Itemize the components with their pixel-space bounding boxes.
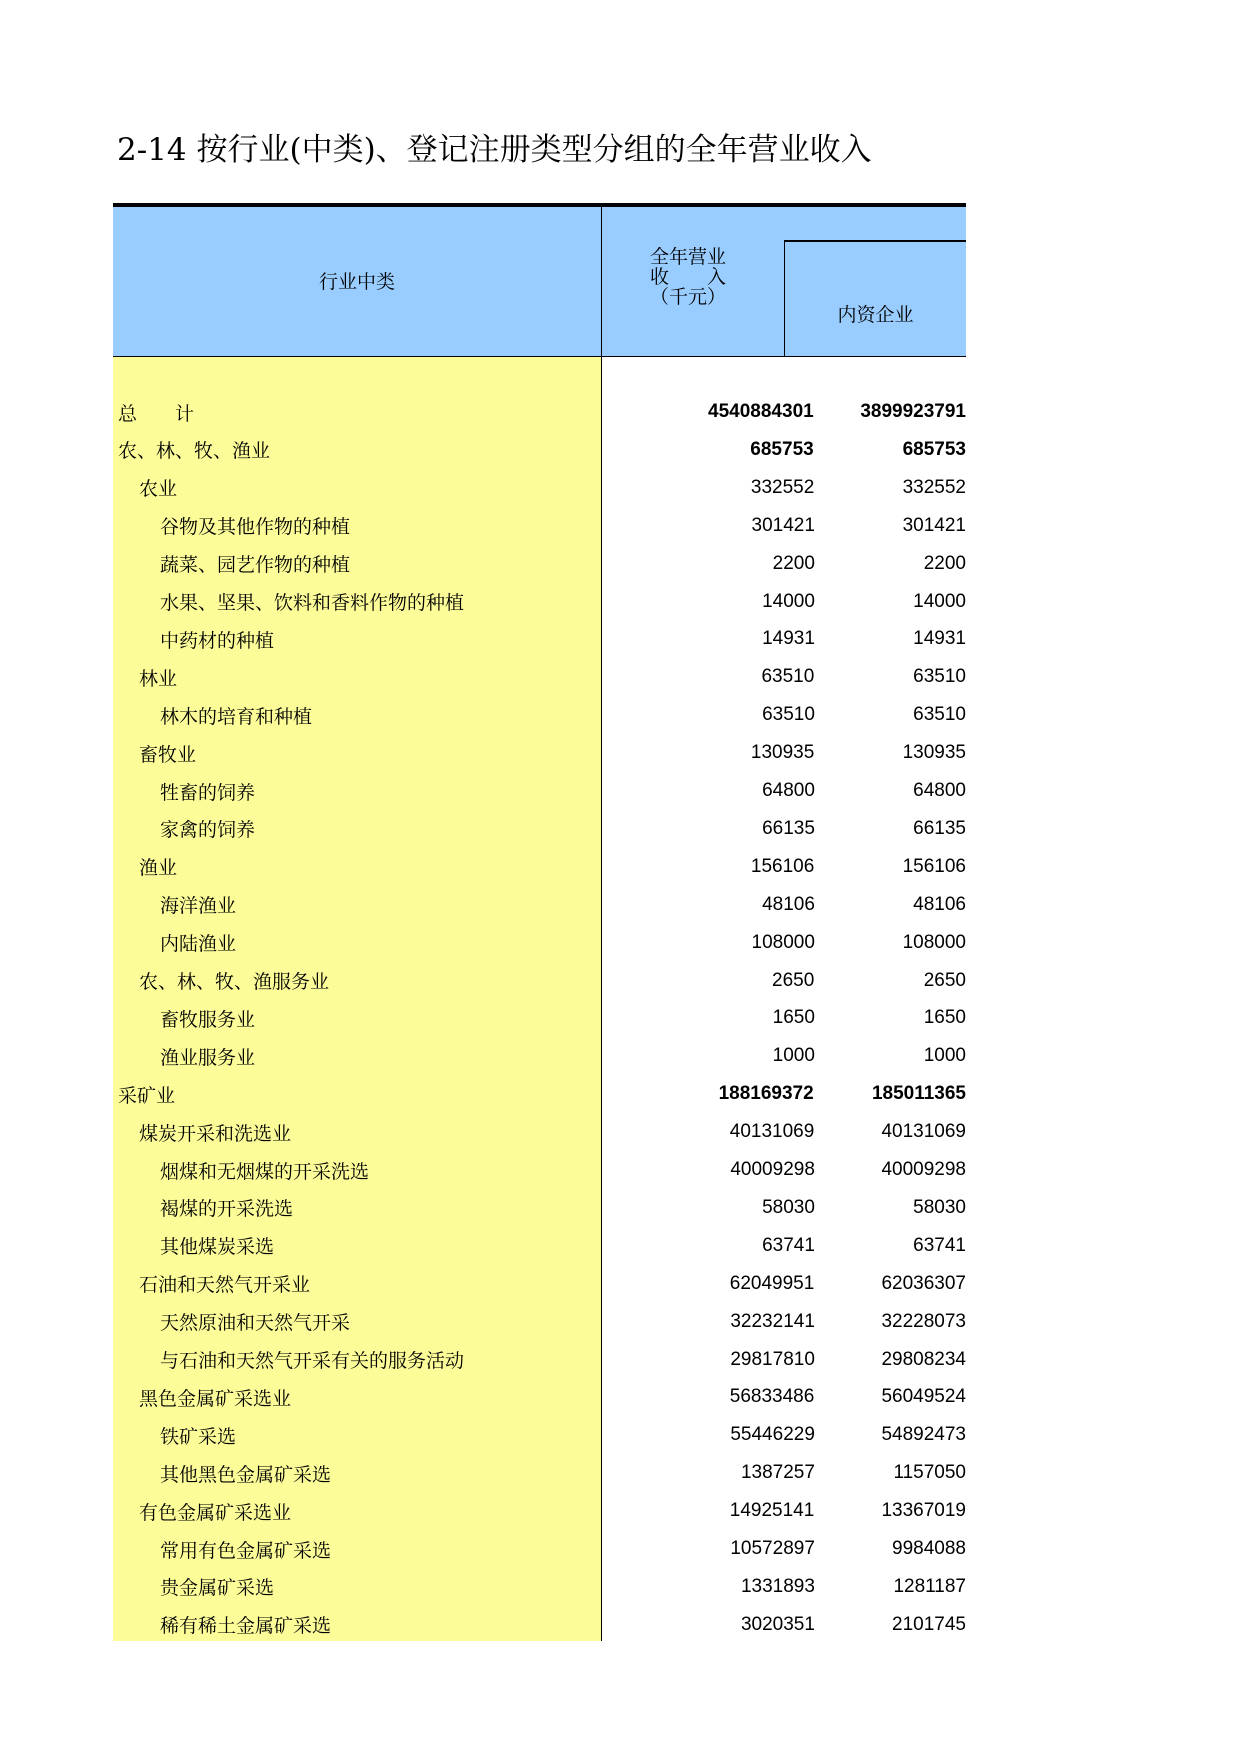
- industry-name: 其他煤炭采选: [160, 1236, 275, 1259]
- table-row: [113, 507, 966, 545]
- header-revenue-label: [650, 247, 740, 307]
- domestic-revenue: 9984088: [892, 1538, 966, 1559]
- table-row: [113, 1530, 966, 1568]
- table-row: [113, 962, 966, 1000]
- domestic-revenue: 1000: [923, 1045, 966, 1067]
- table-row: [113, 620, 966, 658]
- industry-name: 农、林、牧、渔业: [118, 440, 271, 463]
- domestic-revenue: 63510: [913, 704, 966, 726]
- table-row: [113, 469, 966, 507]
- total-revenue: 63741: [762, 1234, 815, 1256]
- industry-name: 与石油和天然气开采有关的服务活动: [160, 1350, 465, 1372]
- domestic-revenue: 185011365: [871, 1083, 966, 1105]
- domestic-revenue: 63741: [913, 1234, 966, 1256]
- total-revenue: 1650: [772, 1007, 815, 1029]
- industry-name: 内陆渔业: [160, 933, 237, 956]
- domestic-revenue: 29808234: [881, 1348, 966, 1370]
- domestic-revenue: 54892473: [881, 1424, 966, 1446]
- total-revenue: 1000: [772, 1045, 815, 1067]
- total-revenue: 1387257: [740, 1462, 815, 1484]
- domestic-revenue: 56049524: [881, 1386, 966, 1408]
- total-revenue: 4540884301: [708, 401, 814, 422]
- total-revenue: 55446229: [730, 1424, 815, 1446]
- industry-name: 水果、坚果、饮料和香料作物的种植: [160, 592, 465, 614]
- total-revenue: 685753: [750, 438, 814, 460]
- total-revenue: 130935: [750, 742, 815, 764]
- domestic-revenue: 108000: [902, 931, 966, 953]
- domestic-revenue: 14000: [913, 590, 966, 612]
- table-row: [113, 772, 966, 810]
- table-row: [113, 431, 966, 469]
- industry-name: 有色金属矿采选业: [139, 1501, 292, 1524]
- table-row: [113, 1189, 966, 1227]
- domestic-revenue: 685753: [902, 438, 966, 460]
- industry-name: 稀有稀土金属矿采选: [160, 1615, 332, 1638]
- total-revenue: 62049951: [729, 1272, 815, 1294]
- domestic-revenue: 301421: [902, 514, 966, 536]
- total-revenue: 2200: [772, 552, 815, 574]
- table-row: [113, 545, 966, 583]
- domestic-revenue: 13367019: [881, 1500, 966, 1522]
- domestic-revenue: 62036307: [881, 1272, 966, 1294]
- domestic-revenue: 2200: [923, 552, 966, 574]
- table-row: [113, 1378, 966, 1416]
- total-revenue: 2650: [772, 969, 815, 991]
- header-industry: [113, 207, 602, 356]
- industry-name: 渔业服务业: [160, 1046, 256, 1069]
- page-title: 2-14 按行业(中类)、登记注册类型分组的全年营业收入: [117, 132, 872, 168]
- total-revenue: 188169372: [718, 1083, 814, 1105]
- industry-name: 黑色金属矿采选业: [139, 1387, 292, 1410]
- industry-name: 天然原油和天然气开采: [160, 1312, 351, 1335]
- header-revenue-line3: （千元）: [650, 286, 727, 308]
- industry-name: 林业: [139, 667, 178, 690]
- table-row: [113, 1341, 966, 1379]
- table-row: [113, 1492, 966, 1530]
- domestic-revenue: 64800: [913, 780, 966, 801]
- table-row: [113, 1151, 966, 1189]
- domestic-revenue: 40009298: [881, 1159, 966, 1180]
- industry-name: 畜牧业: [139, 743, 197, 766]
- industry-name: 谷物及其他作物的种植: [160, 516, 351, 539]
- total-revenue: 14925141: [729, 1500, 815, 1522]
- table-row: [113, 1454, 966, 1492]
- total-revenue: 14000: [762, 590, 815, 612]
- table-row: [113, 1568, 966, 1606]
- industry-name: 褐煤的开采洗选: [160, 1198, 294, 1221]
- total-revenue: 63510: [762, 704, 815, 726]
- industry-name: 林木的培育和种植: [160, 705, 313, 728]
- total-revenue: 63510: [761, 666, 815, 688]
- table-row: [113, 810, 966, 848]
- domestic-revenue: 40131069: [881, 1121, 966, 1143]
- table-row: [113, 848, 966, 886]
- table-row: [113, 924, 966, 962]
- domestic-revenue: 332552: [902, 476, 966, 498]
- total-revenue: 32232141: [730, 1310, 815, 1332]
- domestic-revenue: 130935: [902, 742, 966, 764]
- industry-name: 农业: [139, 478, 178, 501]
- header-industry-label: 行业中类: [318, 271, 395, 293]
- industry-name: 家禽的饲养: [160, 819, 256, 842]
- table-row: [113, 1037, 966, 1075]
- industry-name: 农、林、牧、渔服务业: [139, 971, 330, 993]
- total-revenue: 48106: [762, 893, 815, 915]
- industry-name: 煤炭开采和洗选业: [139, 1122, 292, 1145]
- table-row: [113, 658, 966, 696]
- table-row: [113, 1113, 966, 1151]
- industry-name: 贵金属矿采选: [160, 1577, 275, 1600]
- industry-name: 烟煤和无烟煤的开采洗选: [160, 1160, 370, 1183]
- total-revenue: 40131069: [729, 1121, 815, 1143]
- industry-name: 牲畜的饲养: [160, 781, 256, 804]
- table-row: [113, 1227, 966, 1265]
- domestic-revenue: 1157050: [893, 1462, 966, 1484]
- table-row: [113, 1075, 966, 1113]
- table-row: [113, 393, 966, 431]
- domestic-revenue: 3899923791: [860, 401, 966, 422]
- domestic-revenue: 58030: [913, 1196, 966, 1218]
- total-revenue: 156106: [750, 855, 815, 877]
- table-row: [113, 999, 966, 1037]
- total-revenue: 3020351: [740, 1613, 815, 1635]
- domestic-revenue: 1650: [923, 1007, 966, 1029]
- industry-name: 石油和天然气开采业: [139, 1274, 311, 1297]
- industry-name: 采矿业: [118, 1084, 176, 1107]
- total-revenue: 29817810: [730, 1348, 815, 1370]
- table-row: [113, 1265, 966, 1303]
- total-revenue: 64800: [762, 780, 815, 801]
- table-row: [113, 1303, 966, 1341]
- total-revenue: 108000: [751, 931, 815, 953]
- industry-name: 海洋渔业: [160, 895, 237, 918]
- table-row: [113, 696, 966, 734]
- total-revenue: 56833486: [729, 1386, 815, 1408]
- header-domestic-label: 内资企业: [837, 303, 914, 326]
- total-revenue: 40009298: [730, 1159, 815, 1180]
- industry-name: 常用有色金属矿采选: [160, 1539, 332, 1562]
- domestic-revenue: 2650: [923, 969, 966, 991]
- total-revenue: 10572897: [730, 1538, 815, 1559]
- domestic-revenue: 32228073: [881, 1310, 966, 1332]
- header-domestic: [784, 240, 966, 356]
- total-revenue: 332552: [750, 476, 815, 498]
- domestic-revenue: 14931: [913, 628, 966, 650]
- header-revenue-line1: 全年营业: [650, 246, 727, 268]
- domestic-revenue: 2101745: [892, 1613, 966, 1635]
- total-revenue: 1331893: [740, 1575, 815, 1597]
- table-row: [113, 1416, 966, 1454]
- table-row: [113, 734, 966, 772]
- industry-name: 渔业: [139, 857, 178, 880]
- total-revenue: 58030: [762, 1196, 815, 1218]
- header-revenue-line2: 收 入: [650, 266, 727, 288]
- table-row: [113, 886, 966, 924]
- total-revenue: 66135: [762, 817, 815, 839]
- industry-name: 总 计: [118, 402, 195, 425]
- total-revenue: 301421: [751, 514, 815, 536]
- domestic-revenue: 66135: [913, 817, 966, 839]
- table-row: [113, 583, 966, 621]
- industry-name: 中药材的种植: [160, 629, 275, 652]
- domestic-revenue: 48106: [913, 893, 966, 915]
- total-revenue: 14931: [762, 628, 815, 650]
- industry-name: 其他黑色金属矿采选: [160, 1463, 332, 1486]
- domestic-revenue: 63510: [913, 666, 966, 688]
- domestic-revenue: 156106: [902, 855, 966, 877]
- industry-name: 畜牧服务业: [160, 1008, 256, 1031]
- table-row: [113, 1606, 966, 1644]
- industry-name: 铁矿采选: [160, 1425, 237, 1448]
- domestic-revenue: 1281187: [893, 1575, 966, 1597]
- industry-name: 蔬菜、园艺作物的种植: [160, 554, 351, 577]
